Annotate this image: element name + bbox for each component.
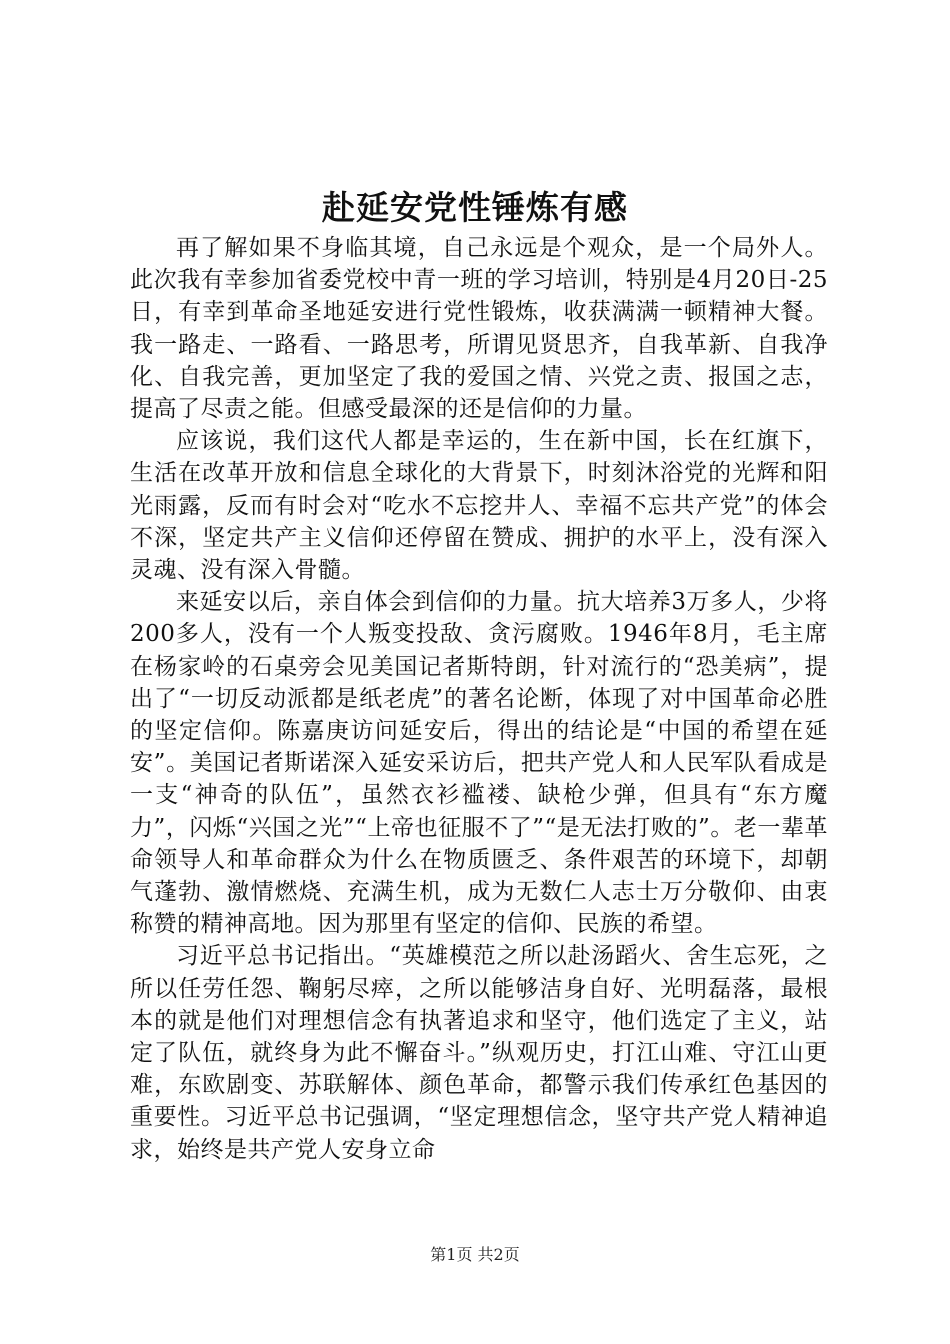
- document-title: 赴延安党性锤炼有感: [322, 188, 628, 227]
- paragraph: 再了解如果不身临其境，自己永远是个观众，是一个局外人。此次我有幸参加省委党校中青一班的学习培训，特别是4月20日-25日，有幸到革命圣地延安进行党性锻炼，收获满满一顿精神大餐。我一路走、一路看、一路思考，所谓见贤思齐，自我革新、自我净化、自我完善，更加坚定了我的爱国之情、兴党之责、报国之志，提高了尽责之能。但感受最深的还是信仰的力量。: [130, 235, 828, 423]
- paragraph: 应该说，我们这代人都是幸运的，生在新中国，长在红旗下，生活在改革开放和信息全球化的大背景下，时刻沐浴党的光辉和阳光雨露，反而有时会对“吃水不忘挖井人、幸福不忘共产党”的体会不深，坚定共产主义信仰还停留在赞成、拥护的水平上，没有深入灵魂、没有深入骨髓。: [130, 428, 828, 584]
- page-number-footer: 第1页 共2页: [430, 1245, 520, 1264]
- document-body: [130, 232, 828, 1166]
- paragraph: 来延安以后，亲自体会到信仰的力量。抗大培养3万多人，少将200多人，没有一个人叛变投敌、贪污腐败。1946年8月，毛主席在杨家岭的石桌旁会见美国记者斯特朗，针对流行的“恐美病”，提出了“一切反动派都是纸老虎”的著名论断，体现了对中国革命必胜的坚定信仰。陈嘉庚访问延安后，得出的结论是“中国的希望在延安”。美国记者斯诺深入延安采访后，把共产党人和人民军队看成是一支“神奇的队伍”，虽然衣衫褴褛、缺枪少弹，但具有“东方魔力”，闪烁“兴国之光”“上帝也征服不了”“是无法打败的”。老一辈革命领导人和革命群众为什么在物质匮乏、条件艰苦的环境下，却朝气蓬勃、激情燃烧、充满生机，成为无数仁人志士万分敬仰、由衷称赞的精神高地。因为那里有坚定的信仰、民族的希望。: [130, 589, 828, 938]
- paragraph: 习近平总书记指出。“英雄模范之所以赴汤蹈火、舍生忘死，之所以任劳任怨、鞠躬尽瘁，之所以能够洁身自好、光明磊落，最根本的就是他们对理想信念有执著追求和坚守，他们选定了主义，站定了队伍，就终身为此不懈奋斗。”纵观历史，打江山难、守江山更难，东欧剧变、苏联解体、颜色革命，都警示我们传承红色基因的重要性。习近平总书记强调，“坚定理想信念，坚守共产党人精神追求，始终是共产党人安身立命: [130, 943, 828, 1163]
